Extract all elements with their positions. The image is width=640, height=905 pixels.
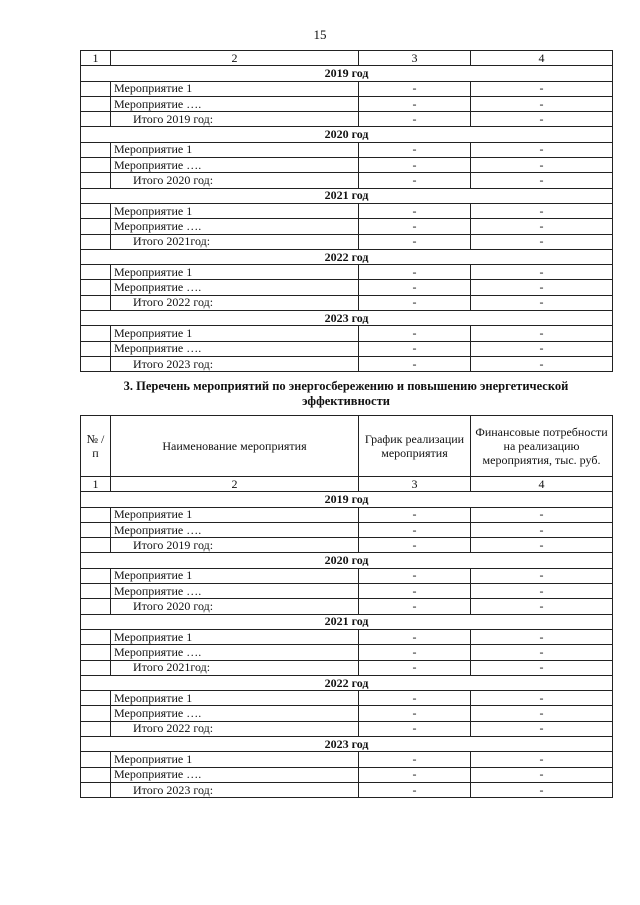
schedule-value: - <box>359 158 471 173</box>
year-row <box>81 188 613 203</box>
row-number <box>81 280 111 295</box>
header-schedule: График реализации мероприятия <box>359 416 471 477</box>
table-row <box>81 142 613 157</box>
finance-value: - <box>471 568 613 583</box>
finance-value: - <box>471 81 613 96</box>
year-label: 2019 год <box>81 66 613 81</box>
schedule-value: - <box>359 112 471 127</box>
table-row <box>81 96 613 111</box>
year-label: 2021 год <box>81 188 613 203</box>
row-number <box>81 538 111 553</box>
schedule-value: - <box>359 356 471 371</box>
schedule-value: - <box>359 219 471 234</box>
schedule-value: - <box>359 645 471 660</box>
finance-value: - <box>471 522 613 537</box>
energy-saving-measures-table <box>80 415 613 798</box>
row-number <box>81 660 111 675</box>
finance-value: - <box>471 584 613 599</box>
year-label: 2019 год <box>81 492 613 507</box>
year-label: 2022 год <box>81 675 613 690</box>
year-label: 2022 год <box>81 249 613 264</box>
year-label: 2023 год <box>81 311 613 326</box>
table-row <box>81 81 613 96</box>
finance-value: - <box>471 265 613 280</box>
table-row <box>81 203 613 218</box>
schedule-value: - <box>359 341 471 356</box>
total-row <box>81 599 613 614</box>
finance-value: - <box>471 599 613 614</box>
row-number <box>81 568 111 583</box>
measure-name: Итого 2019 год: <box>111 112 359 127</box>
finance-value: - <box>471 767 613 782</box>
col-number: 3 <box>359 51 471 66</box>
header-row <box>81 416 613 477</box>
table-row <box>81 507 613 522</box>
total-row <box>81 295 613 310</box>
row-number <box>81 782 111 797</box>
table-row <box>81 158 613 173</box>
table-row <box>81 584 613 599</box>
row-number <box>81 752 111 767</box>
measure-name: Итого 2021год: <box>111 234 359 249</box>
finance-value: - <box>471 691 613 706</box>
measure-name: Мероприятие 1 <box>111 265 359 280</box>
row-number <box>81 599 111 614</box>
column-number-row <box>81 51 613 66</box>
measure-name: Мероприятие …. <box>111 341 359 356</box>
measure-name: Мероприятие 1 <box>111 629 359 644</box>
row-number <box>81 81 111 96</box>
table-row <box>81 645 613 660</box>
row-number <box>81 356 111 371</box>
row-number <box>81 219 111 234</box>
row-number <box>81 295 111 310</box>
total-row <box>81 660 613 675</box>
schedule-value: - <box>359 142 471 157</box>
finance-value: - <box>471 173 613 188</box>
measure-name: Мероприятие 1 <box>111 142 359 157</box>
row-number <box>81 584 111 599</box>
table-row <box>81 265 613 280</box>
measure-name: Итого 2020 год: <box>111 599 359 614</box>
schedule-value: - <box>359 629 471 644</box>
row-number <box>81 721 111 736</box>
row-number <box>81 767 111 782</box>
year-label: 2023 год <box>81 737 613 752</box>
table-row <box>81 706 613 721</box>
schedule-value: - <box>359 265 471 280</box>
table-row <box>81 280 613 295</box>
schedule-value: - <box>359 706 471 721</box>
measure-name: Итого 2022 год: <box>111 295 359 310</box>
finance-value: - <box>471 219 613 234</box>
schedule-value: - <box>359 203 471 218</box>
row-number <box>81 265 111 280</box>
measure-name: Мероприятие …. <box>111 158 359 173</box>
schedule-value: - <box>359 96 471 111</box>
row-number <box>81 173 111 188</box>
schedule-value: - <box>359 295 471 310</box>
measure-name: Мероприятие …. <box>111 219 359 234</box>
table-row <box>81 629 613 644</box>
total-row <box>81 538 613 553</box>
total-row <box>81 112 613 127</box>
col-number: 4 <box>471 477 613 492</box>
measure-name: Мероприятие 1 <box>111 568 359 583</box>
schedule-value: - <box>359 660 471 675</box>
row-number <box>81 629 111 644</box>
measure-name: Мероприятие …. <box>111 584 359 599</box>
total-row <box>81 721 613 736</box>
measure-name: Мероприятие …. <box>111 706 359 721</box>
header-finance: Финансовые потребности на реализацию мероприятия, тыс. руб. <box>471 416 613 477</box>
finance-value: - <box>471 295 613 310</box>
year-row <box>81 553 613 568</box>
total-row <box>81 173 613 188</box>
schedule-value: - <box>359 752 471 767</box>
column-number-row <box>81 477 613 492</box>
year-row <box>81 492 613 507</box>
col-number: 1 <box>81 477 111 492</box>
page-number: 15 <box>313 27 327 42</box>
row-number <box>81 203 111 218</box>
total-row <box>81 782 613 797</box>
finance-value: - <box>471 645 613 660</box>
total-row <box>81 356 613 371</box>
measure-name: Мероприятие …. <box>111 280 359 295</box>
row-number <box>81 234 111 249</box>
section-title: 3. Перечень мероприятий по энергосбережению и повышению энергетической эффективности <box>123 379 569 408</box>
schedule-value: - <box>359 568 471 583</box>
finance-value: - <box>471 721 613 736</box>
schedule-value: - <box>359 767 471 782</box>
year-row <box>81 737 613 752</box>
schedule-value: - <box>359 782 471 797</box>
header-name: Наименование мероприятия <box>111 416 359 477</box>
table-row <box>81 767 613 782</box>
row-number <box>81 522 111 537</box>
finance-value: - <box>471 234 613 249</box>
finance-value: - <box>471 356 613 371</box>
schedule-value: - <box>359 691 471 706</box>
finance-value: - <box>471 660 613 675</box>
year-row <box>81 311 613 326</box>
finance-value: - <box>471 280 613 295</box>
finance-value: - <box>471 782 613 797</box>
col-number: 1 <box>81 51 111 66</box>
year-label: 2020 год <box>81 553 613 568</box>
measure-name: Мероприятие 1 <box>111 507 359 522</box>
table-row <box>81 691 613 706</box>
row-number <box>81 341 111 356</box>
table-row <box>81 522 613 537</box>
schedule-value: - <box>359 522 471 537</box>
measure-name: Мероприятие 1 <box>111 81 359 96</box>
schedule-value: - <box>359 599 471 614</box>
measure-name: Мероприятие …. <box>111 767 359 782</box>
header-number: № / п <box>81 416 111 477</box>
row-number <box>81 706 111 721</box>
measure-name: Итого 2021год: <box>111 660 359 675</box>
measure-name: Мероприятие 1 <box>111 691 359 706</box>
finance-value: - <box>471 341 613 356</box>
measure-name: Итого 2023 год: <box>111 356 359 371</box>
col-number: 3 <box>359 477 471 492</box>
year-label: 2021 год <box>81 614 613 629</box>
row-number <box>81 112 111 127</box>
finance-value: - <box>471 706 613 721</box>
schedule-value: - <box>359 280 471 295</box>
row-number <box>81 326 111 341</box>
col-number: 2 <box>111 51 359 66</box>
schedule-value: - <box>359 234 471 249</box>
schedule-value: - <box>359 538 471 553</box>
measure-name: Итого 2019 год: <box>111 538 359 553</box>
finance-value: - <box>471 538 613 553</box>
schedule-value: - <box>359 507 471 522</box>
finance-value: - <box>471 96 613 111</box>
measure-name: Мероприятие …. <box>111 522 359 537</box>
row-number <box>81 645 111 660</box>
year-row <box>81 614 613 629</box>
finance-value: - <box>471 158 613 173</box>
finance-value: - <box>471 507 613 522</box>
finance-value: - <box>471 142 613 157</box>
measure-name: Мероприятие 1 <box>111 752 359 767</box>
measure-name: Мероприятие …. <box>111 645 359 660</box>
measure-name: Мероприятие …. <box>111 96 359 111</box>
finance-value: - <box>471 629 613 644</box>
measure-name: Итого 2022 год: <box>111 721 359 736</box>
finance-value: - <box>471 752 613 767</box>
year-row <box>81 66 613 81</box>
finance-value: - <box>471 112 613 127</box>
finance-value: - <box>471 203 613 218</box>
year-label: 2020 год <box>81 127 613 142</box>
measure-name: Мероприятие 1 <box>111 203 359 218</box>
schedule-value: - <box>359 584 471 599</box>
measures-table-continued <box>80 50 613 372</box>
schedule-value: - <box>359 173 471 188</box>
measure-name: Мероприятие 1 <box>111 326 359 341</box>
table-row <box>81 341 613 356</box>
table-row <box>81 219 613 234</box>
row-number <box>81 142 111 157</box>
schedule-value: - <box>359 326 471 341</box>
row-number <box>81 507 111 522</box>
schedule-value: - <box>359 721 471 736</box>
year-row <box>81 249 613 264</box>
measure-name: Итого 2023 год: <box>111 782 359 797</box>
row-number <box>81 691 111 706</box>
table-row <box>81 752 613 767</box>
measure-name: Итого 2020 год: <box>111 173 359 188</box>
row-number <box>81 96 111 111</box>
year-row <box>81 675 613 690</box>
row-number <box>81 158 111 173</box>
col-number: 4 <box>471 51 613 66</box>
total-row <box>81 234 613 249</box>
col-number: 2 <box>111 477 359 492</box>
table-row <box>81 326 613 341</box>
finance-value: - <box>471 326 613 341</box>
year-row <box>81 127 613 142</box>
table-row <box>81 568 613 583</box>
schedule-value: - <box>359 81 471 96</box>
